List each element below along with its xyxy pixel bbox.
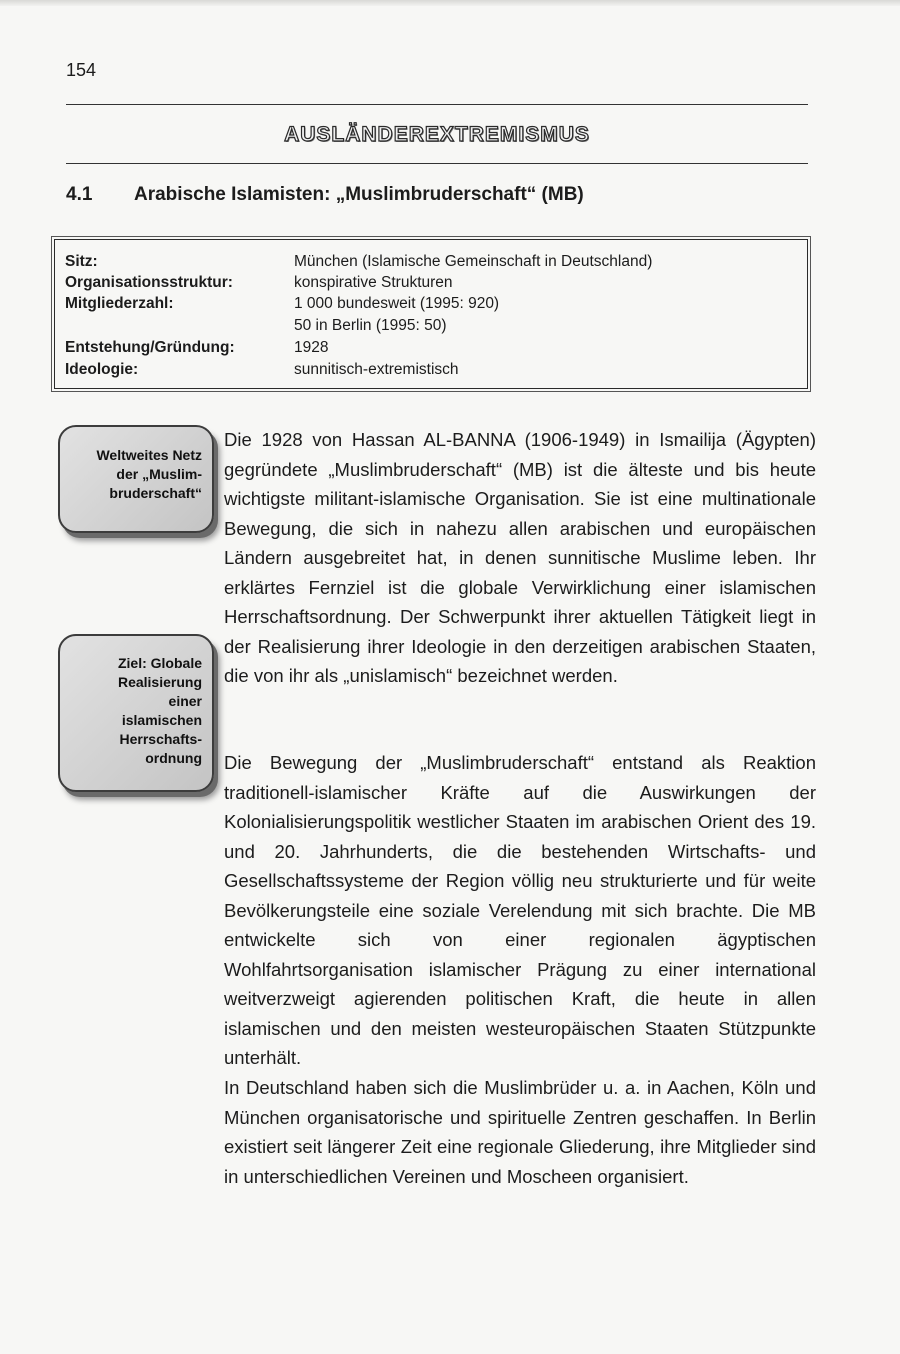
paragraph-2: Die Bewegung der „Muslimbruderschaft“ entstand als Reaktion traditionell-islamischer Kräfte auf die Auswirkungen der Kolonialisierungspolitik westlicher Staaten im arabischen Orient des 19. und 20. Jahrhunderts, die die bestehenden Wirtschafts- und Gesellschaftssysteme der Region völlig neu strukturierte und für weite Bevölkerungsteile eine soziale Verelendung mit sich brachte. Die MB entwickelte sich von einer regionalen ägyptischen Wohlfahrtsorganisation islamischer Prägung zu einer international weitverzweigt agierenden politischen Kraft, die heute in allen islamischen und den meisten westeuropäischen Staaten Stützpunkte unterhält.	[224, 752, 816, 1068]
fact-label: Organisationsstruktur:	[65, 274, 233, 291]
margin-note-line: ordnung	[145, 750, 202, 766]
fact-label: Entstehung/Gründung:	[65, 339, 235, 356]
fact-box	[54, 239, 808, 389]
header-rule-top	[66, 104, 808, 105]
header-rule-bottom	[66, 163, 808, 164]
fact-value: konspirative Strukturen	[294, 274, 453, 291]
margin-note-goal	[58, 634, 214, 792]
fact-label: Mitgliederzahl:	[65, 295, 174, 312]
margin-note-line: der „Muslim-	[116, 466, 202, 482]
margin-note-line: Ziel: Globale	[117, 655, 202, 671]
margin-note-line: Herrschafts-	[119, 731, 202, 747]
margin-note-line: islamischen	[121, 712, 202, 728]
fact-label: Sitz:	[65, 253, 98, 270]
section-title: Arabische Islamisten: „Muslimbruderschaft“ (MB)	[134, 184, 584, 205]
margin-note-line: Realisierung	[117, 674, 202, 690]
section-heading	[66, 184, 584, 206]
fact-label: Ideologie:	[65, 361, 139, 378]
margin-note-line: einer	[168, 693, 202, 709]
running-header: AUSLÄNDEREXTREMISMUS	[284, 123, 590, 146]
paragraph-1: Die 1928 von Hassan AL-BANNA (1906-1949) in Ismailija (Ägypten) gegründete „Muslimbruderschaft“ (MB) ist die älteste und bis heute wichtigste militant-islamische Organisation. Sie ist eine multinationale Bewegung, die sich in nahezu allen arabischen und europäischen Ländern ausgebreitet hat, in denen sunnitische Muslime leben. Ihr erklärtes Fernziel ist die globale Verwirklichung einer islamischen Herrschaftsordnung. Der Schwerpunkt ihrer aktuellen Tätigkeit liegt in der Realisierung ihrer Ideologie in den derzeitigen arabischen Staaten, die von ihr als „unislamisch“ bezeichnet werden.	[224, 429, 816, 686]
fact-value: 1 000 bundesweit (1995: 920)	[294, 295, 500, 312]
page-edge	[0, 0, 900, 6]
fact-value: 1928	[294, 339, 329, 356]
margin-note-line: Weltweites Netz	[96, 447, 202, 463]
page-number: 154	[66, 60, 97, 80]
fact-value: München (Islamische Gemeinschaft in Deutschland)	[294, 253, 653, 270]
section-number: 4.1	[66, 184, 93, 205]
fact-value: sunnitisch-extremistisch	[294, 361, 459, 378]
margin-note-network	[58, 425, 214, 533]
fact-value: 50 in Berlin (1995: 50)	[294, 317, 447, 334]
margin-note-line: bruderschaft“	[109, 485, 202, 501]
paragraph-3: In Deutschland haben sich die Muslimbrüder u. a. in Aachen, Köln und München organisatorische und spirituelle Zentren geschaffen. In Berlin existiert seit längerer Zeit eine regionale Gliederung, ihre Mitglieder sind in unterschiedlichen Vereinen und Moscheen organisiert.	[224, 1077, 816, 1187]
